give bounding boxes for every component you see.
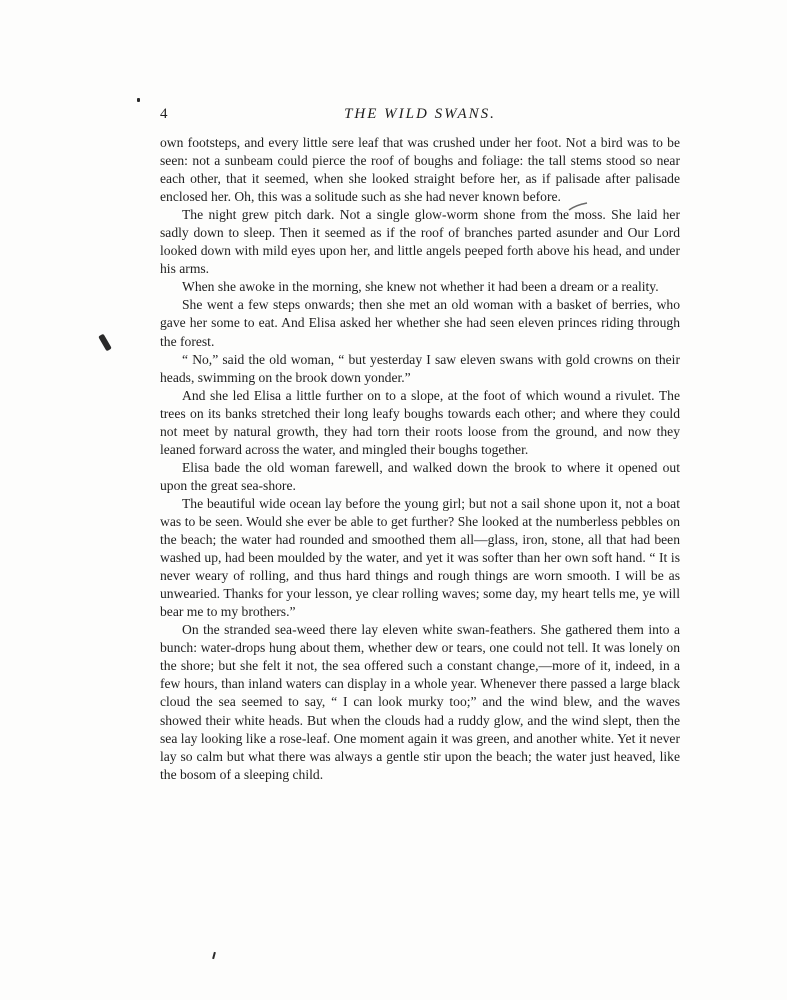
page-number: 4 (160, 106, 168, 122)
page-header (160, 106, 680, 128)
body-text (160, 134, 680, 784)
paragraph: When she awoke in the morning, she knew not whether it had been a dream or a reality. (182, 279, 659, 295)
running-title: THE WILD SWANS. (344, 106, 496, 122)
paragraph: The night grew pitch dark. Not a single glow-worm shone from the moss. She laid her sadly down to sleep. Then it seemed as if the roof of branches parted asunder and Our Lord looked down with mild eyes upon her, and little angels peeped forth above his head, and under his arms. (160, 207, 680, 277)
paragraph: own footsteps, and every little sere leaf that was crushed under her foot. Not a bird was to be seen: not a sunbeam could pierce the roof of boughs and foliage: the tall stems stood so near each other, that it seemed, when she looked straight before her, as if palisade after palisade enclosed her. Oh, this was a solitude such as she had never known before. (160, 135, 680, 205)
paragraph: The beautiful wide ocean lay before the young girl; but not a sail shone upon it, not a boat was to be seen. Would she ever be able to get further? She looked at the numberless pebbles on the beach; the water had rounded and smoothed them all—glass, iron, stone, all that had been washed up, had been moulded by the water, and yet it was softer than her own soft hand. “ It is never weary of rolling, and thus hard things and rough things are worn smooth. I will be as unwearied. Thanks for your lesson, ye clear rolling waves; some day, my heart tells me, ye will bear me to my brothers.” (160, 495, 680, 620)
paragraph: She went a few steps onwards; then she met an old woman with a basket of berries, who gave her some to eat. And Elisa asked her whether she had seen eleven princes riding through the forest. (160, 297, 680, 349)
paragraph: And she led Elisa a little further on to a slope, at the foot of which wound a rivulet. The trees on its banks stretched their long leafy boughs towards each other; and where they could not meet by natural growth, they had torn their roots loose from the ground, and now they leaned forward across the water, and mingled their boughs together. (160, 387, 680, 457)
scan-speck-bottom (212, 952, 216, 959)
scan-speck-top (137, 98, 140, 102)
paragraph: Elisa bade the old woman farewell, and walked down the brook to where it opened out upon the great sea-shore. (160, 459, 680, 493)
scan-mark-margin (98, 334, 112, 352)
paragraph: On the stranded sea-weed there lay eleven white swan-feathers. She gathered them into a bunch: water-drops hung about them, whether dew or tears, one could not tell. It was lonely on the shore; but she felt it not, the sea offered such a constant change,—more of it, indeed, in a few hours, than inland waters can display in a whole year. Whenever there passed a large black cloud the sea seemed to say, “ I can look murky too;” and the wind blew, and the waves showed their white heads. But when the clouds had a ruddy glow, and the wind slept, then the sea lay looking like a rose-leaf. One moment again it was green, and another white. Yet it never lay so calm but what there was always a gentle stir upon the beach; the water just heaved, like the bosom of a sleeping child. (160, 622, 680, 782)
paragraph: “ No,” said the old woman, “ but yesterday I saw eleven swans with gold crowns on their heads, swimming on the brook down yonder.” (160, 351, 680, 385)
